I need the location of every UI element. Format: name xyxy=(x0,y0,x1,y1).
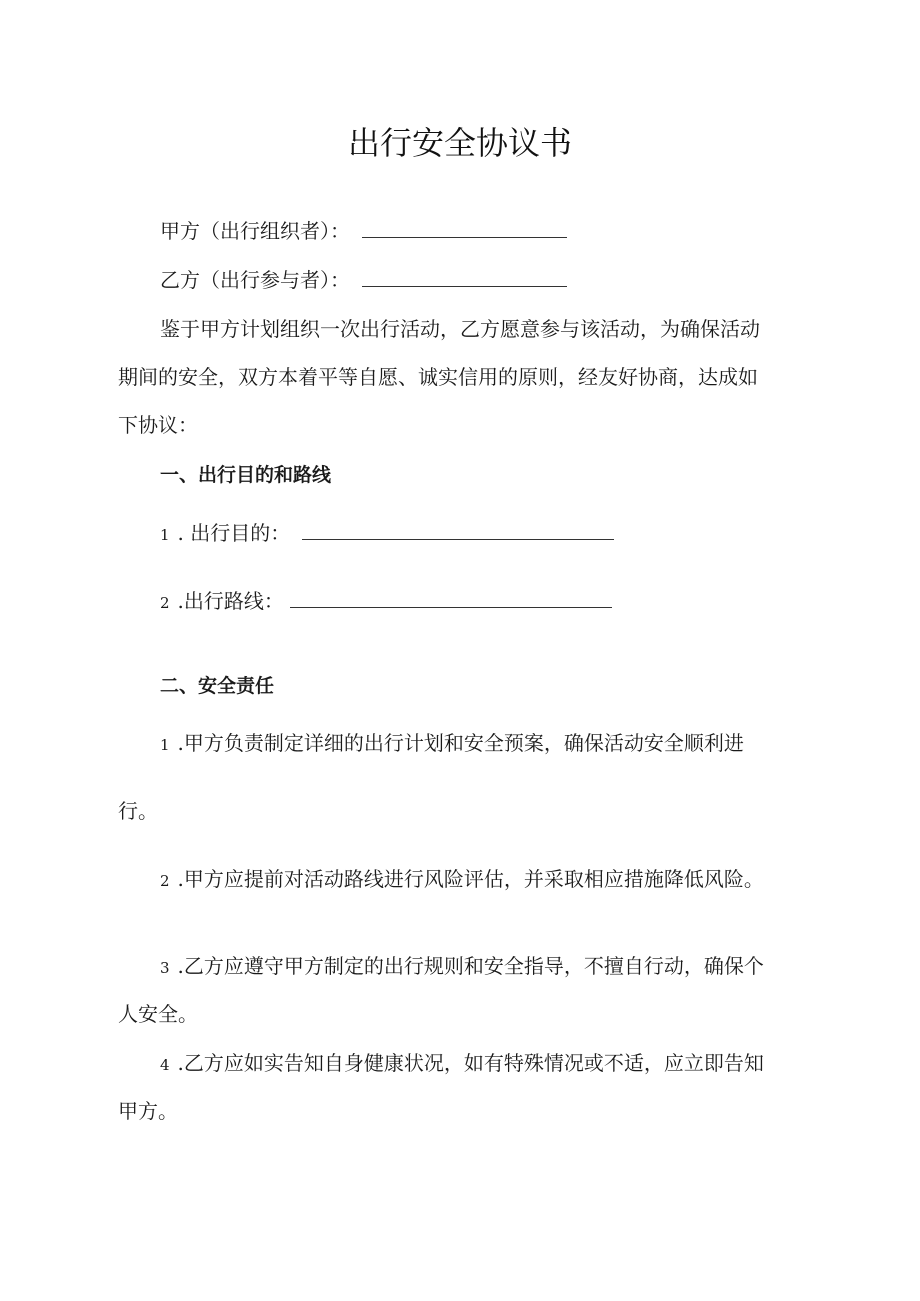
item-number: 4 xyxy=(160,1056,170,1074)
section-1-heading: 一、出行目的和路线 xyxy=(160,464,332,486)
party-a-blank xyxy=(362,219,567,238)
section-2-item-3-line-1 xyxy=(160,953,764,981)
item-text: .甲方应提前对活动路线进行风险评估，并采取相应措施降低风险。 xyxy=(177,867,764,891)
party-b-row xyxy=(160,267,567,293)
section-2-item-4-line-1 xyxy=(160,1050,764,1078)
section-1-item-2 xyxy=(160,588,612,616)
section-1-item-1 xyxy=(160,520,614,548)
document-title: 出行安全协议书 xyxy=(347,124,572,162)
item-number: 2 xyxy=(160,594,170,612)
item-number: 1 xyxy=(160,736,170,754)
item-number: 2 xyxy=(160,872,170,890)
party-b-blank xyxy=(362,268,567,287)
route-blank xyxy=(290,589,612,608)
item-text: .乙方应遵守甲方制定的出行规则和安全指导，不擅自行动，确保个 xyxy=(177,954,764,978)
section-2-item-1-line-1 xyxy=(160,730,744,758)
preamble-line-3: 下协议： xyxy=(118,413,198,437)
item-text: .乙方应如实告知自身健康状况，如有特殊情况或不适，应立即告知 xyxy=(177,1051,764,1075)
purpose-blank xyxy=(302,521,614,540)
party-b-label: 乙方（出行参与者）： xyxy=(160,268,350,292)
item-number: 3 xyxy=(160,959,170,977)
party-a-label: 甲方（出行组织者）： xyxy=(160,219,350,243)
section-2-item-4-line-2: 甲方。 xyxy=(118,1099,178,1123)
purpose-label: . 出行目的： xyxy=(177,521,291,545)
section-2-item-3-line-2: 人安全。 xyxy=(118,1002,198,1026)
party-a-row xyxy=(160,218,567,244)
section-2-item-2 xyxy=(160,866,764,894)
preamble-line-2: 期间的安全，双方本着平等自愿、诚实信用的原则，经友好协商，达成如 xyxy=(118,365,758,389)
section-2-item-1-line-2: 行。 xyxy=(118,799,158,823)
section-2-heading: 二、安全责任 xyxy=(160,675,275,697)
preamble-line-1: 鉴于甲方计划组织一次出行活动，乙方愿意参与该活动，为确保活动 xyxy=(160,317,760,341)
item-number: 1 xyxy=(160,526,170,544)
item-text: .甲方负责制定详细的出行计划和安全预案，确保活动安全顺利进 xyxy=(177,731,744,755)
route-label: .出行路线： xyxy=(177,589,284,613)
